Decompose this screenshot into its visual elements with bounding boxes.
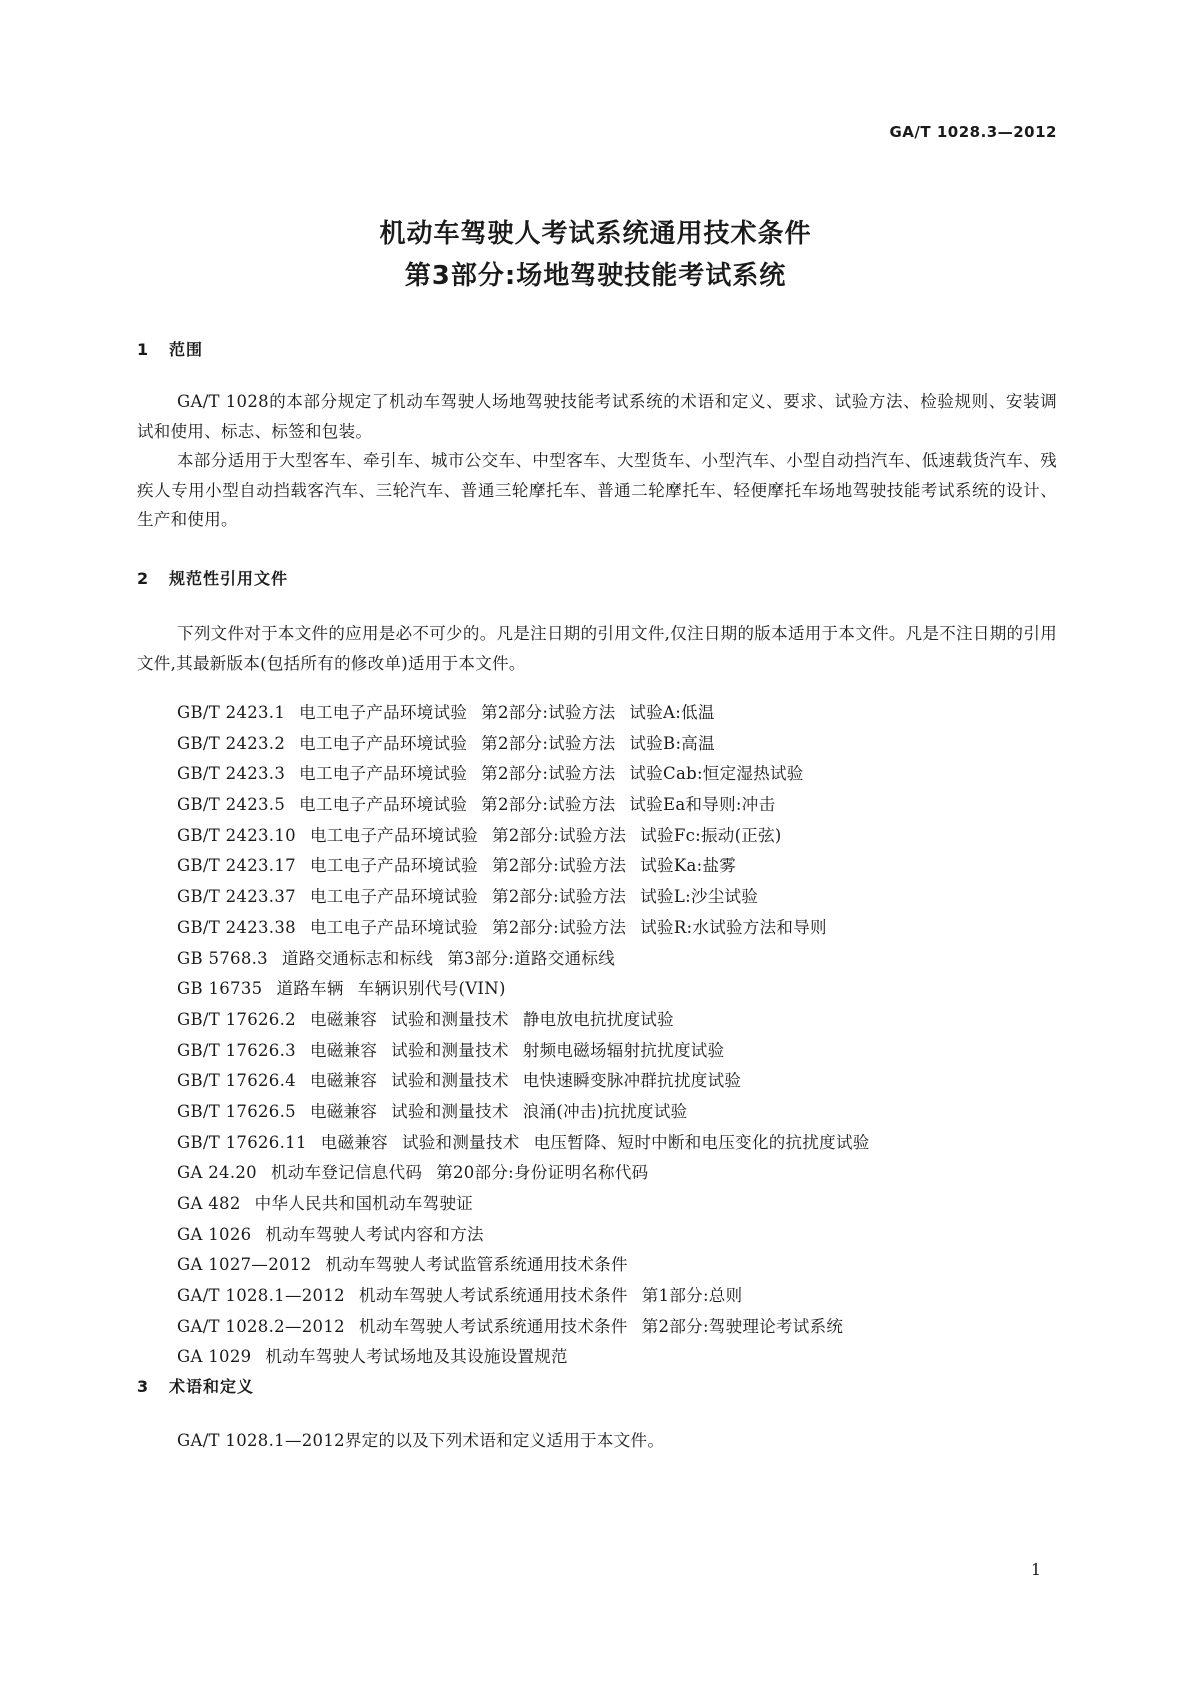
reference-title: 电工电子产品环境试验 bbox=[309, 825, 478, 845]
reference-title: 电工电子产品环境试验 bbox=[299, 795, 468, 815]
reference-code: GB/T 2423.10 bbox=[177, 825, 296, 845]
reference-item bbox=[177, 1220, 884, 1251]
reference-item bbox=[177, 1158, 884, 1189]
reference-title: 电工电子产品环境试验 bbox=[309, 917, 478, 937]
reference-title: 机动车驾驶人考试内容和方法 bbox=[265, 1224, 484, 1244]
reference-title: 电磁兼容 bbox=[309, 1101, 378, 1121]
reference-title: 机动车驾驶人考试系统通用技术条件 bbox=[358, 1286, 628, 1306]
reference-detail: 试验R:水试验方法和导则 bbox=[640, 917, 827, 937]
reference-part: 第2部分:试验方法 bbox=[481, 795, 616, 815]
reference-item bbox=[177, 882, 884, 913]
reference-title: 机动车驾驶人考试系统通用技术条件 bbox=[358, 1316, 628, 1336]
reference-code: GA 482 bbox=[177, 1194, 241, 1213]
reference-title: 电工电子产品环境试验 bbox=[309, 856, 478, 876]
reference-code: GB/T 2423.2 bbox=[177, 733, 286, 753]
reference-item bbox=[177, 1128, 884, 1159]
reference-code: GA 1027—2012 bbox=[177, 1255, 312, 1275]
section-3-paragraph-1: GA/T 1028.1—2012界定的以及下列术语和定义适用于本文件。 bbox=[177, 1431, 665, 1450]
section-3-title: 术语和定义 bbox=[169, 1377, 255, 1396]
reference-code: GA 24.20 bbox=[177, 1163, 257, 1183]
reference-item bbox=[177, 1312, 884, 1343]
reference-code: GB/T 17626.11 bbox=[177, 1132, 307, 1152]
reference-item bbox=[177, 944, 884, 975]
reference-item bbox=[177, 913, 884, 944]
section-1-number: 1 bbox=[137, 340, 150, 359]
reference-title: 机动车驾驶人考试场地及其设施设置规范 bbox=[265, 1347, 568, 1367]
reference-title: 道路车辆 bbox=[276, 979, 344, 999]
reference-title: 机动车登记信息代码 bbox=[270, 1163, 423, 1183]
section-3-number: 3 bbox=[137, 1377, 150, 1396]
reference-detail: 射频电磁场辐射抗扰度试验 bbox=[522, 1040, 725, 1060]
section-1-heading bbox=[137, 337, 203, 360]
reference-code: GB/T 17626.5 bbox=[177, 1101, 296, 1121]
document-title-line1: 机动车驾驶人考试系统通用技术条件 bbox=[379, 219, 812, 249]
section-1-paragraph-1: GA/T 1028的本部分规定了机动车驾驶人场地驾驶技能考试系统的术语和定义、要求、试验方法、检验规则、安装调试和使用、标志、标签和包装。 bbox=[137, 392, 1057, 441]
section-3-heading bbox=[137, 1374, 254, 1397]
reference-code: GB 5768.3 bbox=[177, 948, 268, 968]
reference-item bbox=[177, 821, 884, 852]
reference-item bbox=[177, 1189, 884, 1220]
reference-detail: 试验Cab:恒定湿热试验 bbox=[629, 764, 804, 784]
document-title-line2: 第3部分:场地驾驶技能考试系统 bbox=[404, 261, 787, 291]
reference-title: 电工电子产品环境试验 bbox=[299, 764, 468, 784]
reference-title: 电磁兼容 bbox=[320, 1132, 388, 1152]
section-2-title: 规范性引用文件 bbox=[169, 569, 289, 588]
reference-part: 车辆识别代号(VIN) bbox=[357, 979, 506, 999]
reference-code: GB/T 17626.3 bbox=[177, 1040, 296, 1060]
reference-code: GB/T 17626.4 bbox=[177, 1071, 296, 1091]
reference-item bbox=[177, 1036, 884, 1067]
section-2-intro: 下列文件对于本文件的应用是必不可少的。凡是注日期的引用文件,仅注日期的版本适用于本文件。凡是不注日期的引用文件,其最新版本(包括所有的修改单)适用于本文件。 bbox=[137, 624, 1057, 673]
reference-detail: 试验Ka:盐雾 bbox=[640, 856, 737, 876]
reference-code: GB/T 17626.2 bbox=[177, 1009, 296, 1029]
reference-part: 第3部分:道路交通标线 bbox=[447, 948, 616, 968]
reference-code: GB/T 2423.3 bbox=[177, 764, 286, 784]
reference-part: 第2部分:试验方法 bbox=[491, 856, 627, 876]
section-2-heading bbox=[137, 566, 288, 589]
reference-item bbox=[177, 729, 884, 760]
reference-code: GB/T 2423.38 bbox=[177, 917, 296, 937]
reference-item bbox=[177, 1005, 884, 1036]
reference-item bbox=[177, 790, 884, 821]
reference-part: 第2部分:试验方法 bbox=[481, 703, 616, 722]
reference-code: GA 1026 bbox=[177, 1224, 252, 1244]
reference-part: 第2部分:试验方法 bbox=[491, 825, 627, 845]
reference-part: 试验和测量技术 bbox=[391, 1040, 509, 1060]
reference-part: 第2部分:试验方法 bbox=[491, 917, 627, 937]
reference-item bbox=[177, 1097, 884, 1128]
reference-code: GB/T 2423.5 bbox=[177, 795, 286, 815]
reference-title: 电磁兼容 bbox=[309, 1009, 378, 1029]
page-number: 1 bbox=[1030, 1560, 1041, 1579]
reference-part: 第2部分:试验方法 bbox=[491, 887, 627, 907]
section-1-title: 范围 bbox=[169, 340, 204, 359]
section-1-paragraph-2: 本部分适用于大型客车、牵引车、城市公交车、中型客车、大型货车、小型汽车、小型自动挡汽车、低速载货汽车、残疾人专用小型自动挡载客汽车、三轮汽车、普通三轮摩托车、普通二轮摩托车、轻便摩托车场地驾驶技能考试系统的设计、生产和使用。 bbox=[137, 451, 1057, 529]
reference-part: 试验和测量技术 bbox=[401, 1132, 520, 1152]
reference-part: 试验和测量技术 bbox=[391, 1009, 509, 1029]
reference-title: 电磁兼容 bbox=[309, 1040, 378, 1060]
reference-item bbox=[177, 698, 884, 729]
reference-code: GA 1029 bbox=[177, 1347, 252, 1367]
reference-item bbox=[177, 1342, 884, 1373]
document-code: GA/T 1028.3—2012 bbox=[889, 123, 1057, 141]
reference-title: 中华人民共和国机动车驾驶证 bbox=[254, 1194, 474, 1213]
reference-detail: 试验A:低温 bbox=[629, 703, 715, 722]
reference-detail: 试验L:沙尘试验 bbox=[640, 887, 759, 907]
reference-part: 第20部分:身份证明名称代码 bbox=[436, 1163, 649, 1183]
reference-item bbox=[177, 1281, 884, 1312]
reference-title: 电工电子产品环境试验 bbox=[299, 703, 468, 722]
reference-item bbox=[177, 974, 884, 1005]
section-2-number: 2 bbox=[137, 569, 150, 588]
reference-code: GB/T 2423.17 bbox=[177, 856, 296, 876]
reference-code: GB/T 2423.1 bbox=[177, 703, 286, 722]
reference-part: 第2部分:驾驶理论考试系统 bbox=[641, 1316, 844, 1336]
reference-item bbox=[177, 1066, 884, 1097]
reference-part: 第2部分:试验方法 bbox=[481, 733, 616, 753]
normative-reference-list bbox=[177, 698, 884, 1373]
reference-title: 机动车驾驶人考试监管系统通用技术条件 bbox=[325, 1255, 628, 1275]
reference-title: 电工电子产品环境试验 bbox=[309, 887, 478, 907]
reference-item bbox=[177, 759, 884, 790]
reference-part: 第2部分:试验方法 bbox=[481, 764, 616, 784]
reference-detail: 试验Fc:振动(正弦) bbox=[640, 825, 782, 845]
reference-detail: 试验B:高温 bbox=[629, 733, 715, 753]
reference-code: GA/T 1028.1—2012 bbox=[177, 1286, 345, 1306]
reference-detail: 电快速瞬变脉冲群抗扰度试验 bbox=[522, 1071, 742, 1091]
reference-part: 第1部分:总则 bbox=[641, 1286, 743, 1306]
reference-item bbox=[177, 851, 884, 882]
reference-code: GB/T 2423.37 bbox=[177, 887, 296, 907]
reference-title: 电工电子产品环境试验 bbox=[299, 733, 468, 753]
reference-title: 道路交通标志和标线 bbox=[282, 948, 434, 968]
reference-detail: 试验Ea和导则:冲击 bbox=[629, 795, 776, 815]
reference-part: 试验和测量技术 bbox=[391, 1101, 509, 1121]
reference-item bbox=[177, 1250, 884, 1281]
reference-title: 电磁兼容 bbox=[309, 1071, 378, 1091]
reference-detail: 浪涌(冲击)抗扰度试验 bbox=[522, 1101, 688, 1121]
reference-part: 试验和测量技术 bbox=[391, 1071, 509, 1091]
reference-code: GA/T 1028.2—2012 bbox=[177, 1316, 345, 1336]
reference-code: GB 16735 bbox=[177, 979, 263, 999]
reference-detail: 静电放电抗扰度试验 bbox=[522, 1009, 674, 1029]
reference-detail: 电压暂降、短时中断和电压变化的抗扰度试验 bbox=[533, 1132, 870, 1152]
